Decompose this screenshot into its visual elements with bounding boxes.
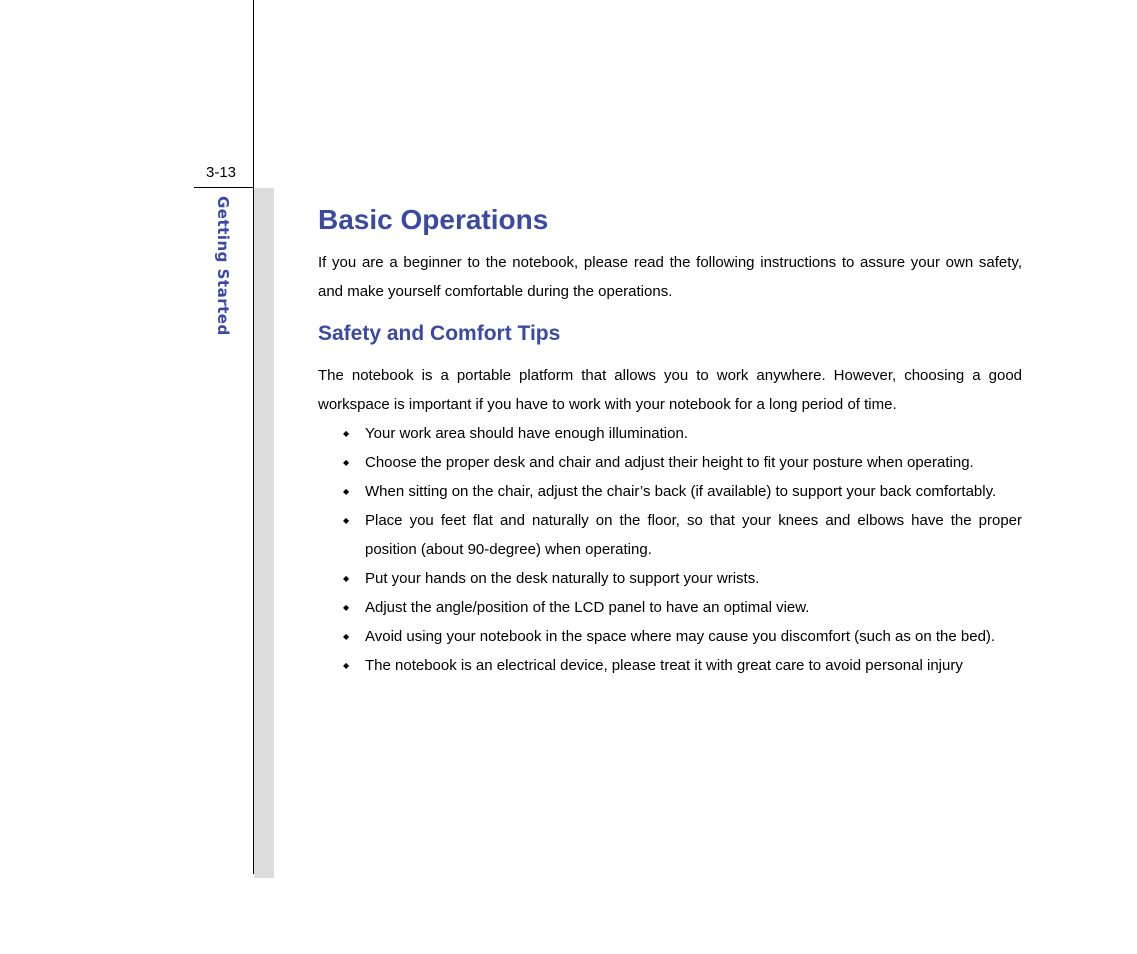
list-item-text: Choose the proper desk and chair and adjust their height to fit your posture when operating. (365, 454, 974, 471)
list-item (318, 506, 1022, 564)
main-content (318, 200, 1022, 680)
list-item-text: Avoid using your notebook in the space where may cause you discomfort (such as on the bed). (365, 628, 996, 645)
diamond-bullet-icon: ◆ (343, 574, 350, 583)
diamond-bullet-icon: ◆ (343, 632, 350, 641)
list-item (318, 419, 1022, 448)
body-paragraph: The notebook is a portable platform that allows you to work anywhere. However, choosing a good workspace is important if you have to work with your notebook for a long period of time. (318, 367, 1022, 413)
tips-list (318, 419, 1022, 680)
list-item-text: Place you feet flat and naturally on the floor, so that your knees and elbows have the proper position (about 90-degree) when operating. (365, 512, 1022, 558)
page-number-rule (194, 187, 254, 188)
list-item-text: Put your hands on the desk naturally to support your wrists. (365, 570, 760, 587)
page-title: Basic Operations (318, 204, 549, 235)
list-item-text: Adjust the angle/position of the LCD panel to have an optimal view. (365, 599, 810, 616)
page-number: 3-13 (206, 164, 237, 181)
diamond-bullet-icon: ◆ (343, 487, 350, 496)
diamond-bullet-icon: ◆ (343, 429, 350, 438)
list-item-text: The notebook is an electrical device, please treat it with great care to avoid personal injury (365, 657, 963, 674)
list-item (318, 477, 1022, 506)
intro-paragraph: If you are a beginner to the notebook, please read the following instructions to assure your own safety, and make yourself comfortable during the operations. (318, 254, 1022, 300)
diamond-bullet-icon: ◆ (343, 516, 350, 525)
list-item (318, 564, 1022, 593)
diamond-bullet-icon: ◆ (343, 458, 350, 467)
section-label: Getting Started (214, 196, 232, 336)
list-item-text: When sitting on the chair, adjust the chair’s back (if available) to support your back comfortably. (365, 483, 997, 500)
margin-gray-bar (254, 188, 274, 878)
list-item-text: Your work area should have enough illumination. (365, 425, 688, 442)
diamond-bullet-icon: ◆ (343, 661, 350, 670)
list-item (318, 651, 1022, 680)
list-item (318, 593, 1022, 622)
diamond-bullet-icon: ◆ (343, 603, 350, 612)
list-item (318, 622, 1022, 651)
list-item (318, 448, 1022, 477)
section-heading: Safety and Comfort Tips (318, 322, 561, 345)
